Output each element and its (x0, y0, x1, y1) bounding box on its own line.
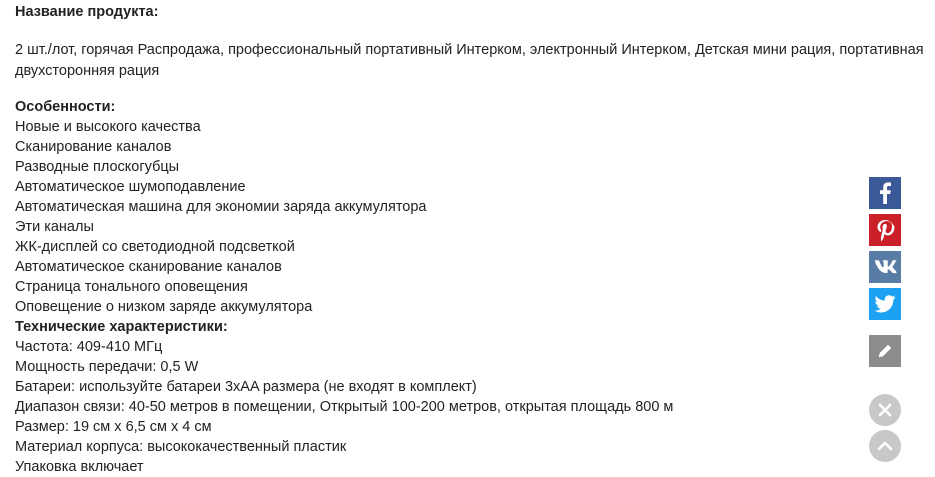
spec-item: Частота: 409-410 МГц (15, 339, 163, 355)
spec-item: Материал корпуса: высококачественный пластик (15, 439, 347, 455)
feature-item: Эти каналы (15, 219, 94, 235)
feature-item: Новые и высокого качества (15, 119, 201, 135)
features-list (15, 117, 927, 317)
spec-item: Мощность передачи: 0,5 W (15, 359, 199, 375)
chevron-up-icon (877, 441, 893, 451)
feature-item: Оповещение о низком заряде аккумулятора (15, 299, 313, 315)
feature-item: Автоматическое шумоподавление (15, 179, 246, 195)
feature-item: Автоматическое сканирование каналов (15, 259, 282, 275)
pinterest-icon (876, 219, 894, 241)
features-heading: Особенности: (15, 99, 116, 115)
specs-list (15, 337, 927, 477)
close-icon (878, 403, 892, 417)
spec-item: Батареи: используйте батареи 3xAA размера (не входят в комплект) (15, 379, 477, 395)
share-vk-button[interactable] (869, 251, 901, 283)
product-description (15, 2, 927, 477)
feature-item: Автоматическая машина для экономии заряда аккумулятора (15, 199, 427, 215)
vk-icon (873, 260, 897, 274)
spec-item: Упаковка включает (15, 459, 144, 475)
facebook-icon (878, 182, 892, 204)
specs-heading: Технические характеристики: (15, 319, 228, 335)
scroll-up-button[interactable] (869, 430, 901, 462)
product-name-text: 2 шт./лот, горячая Распродажа, профессиональный портативный Интерком, электронный Интерком, Детская мини рация, портативная двухсторонняя рация (15, 42, 924, 79)
feature-item: Сканирование каналов (15, 139, 172, 155)
share-bar (869, 177, 901, 325)
feature-item: Страница тонального оповещения (15, 279, 248, 295)
share-facebook-button[interactable] (869, 177, 901, 209)
share-twitter-button[interactable] (869, 288, 901, 320)
feature-item: ЖК-дисплей со светодиодной подсветкой (15, 239, 295, 255)
product-name-heading: Название продукта: (15, 4, 159, 20)
spec-item: Диапазон связи: 40-50 метров в помещении, Открытый 100-200 метров, открытая площадь 800 м (15, 399, 674, 415)
pencil-icon (877, 343, 893, 359)
edit-button[interactable] (869, 335, 901, 367)
share-pinterest-button[interactable] (869, 214, 901, 246)
close-button[interactable] (869, 394, 901, 426)
twitter-icon (874, 295, 896, 313)
spec-item: Размер: 19 см х 6,5 см х 4 см (15, 419, 212, 435)
feature-item: Разводные плоскогубцы (15, 159, 180, 175)
